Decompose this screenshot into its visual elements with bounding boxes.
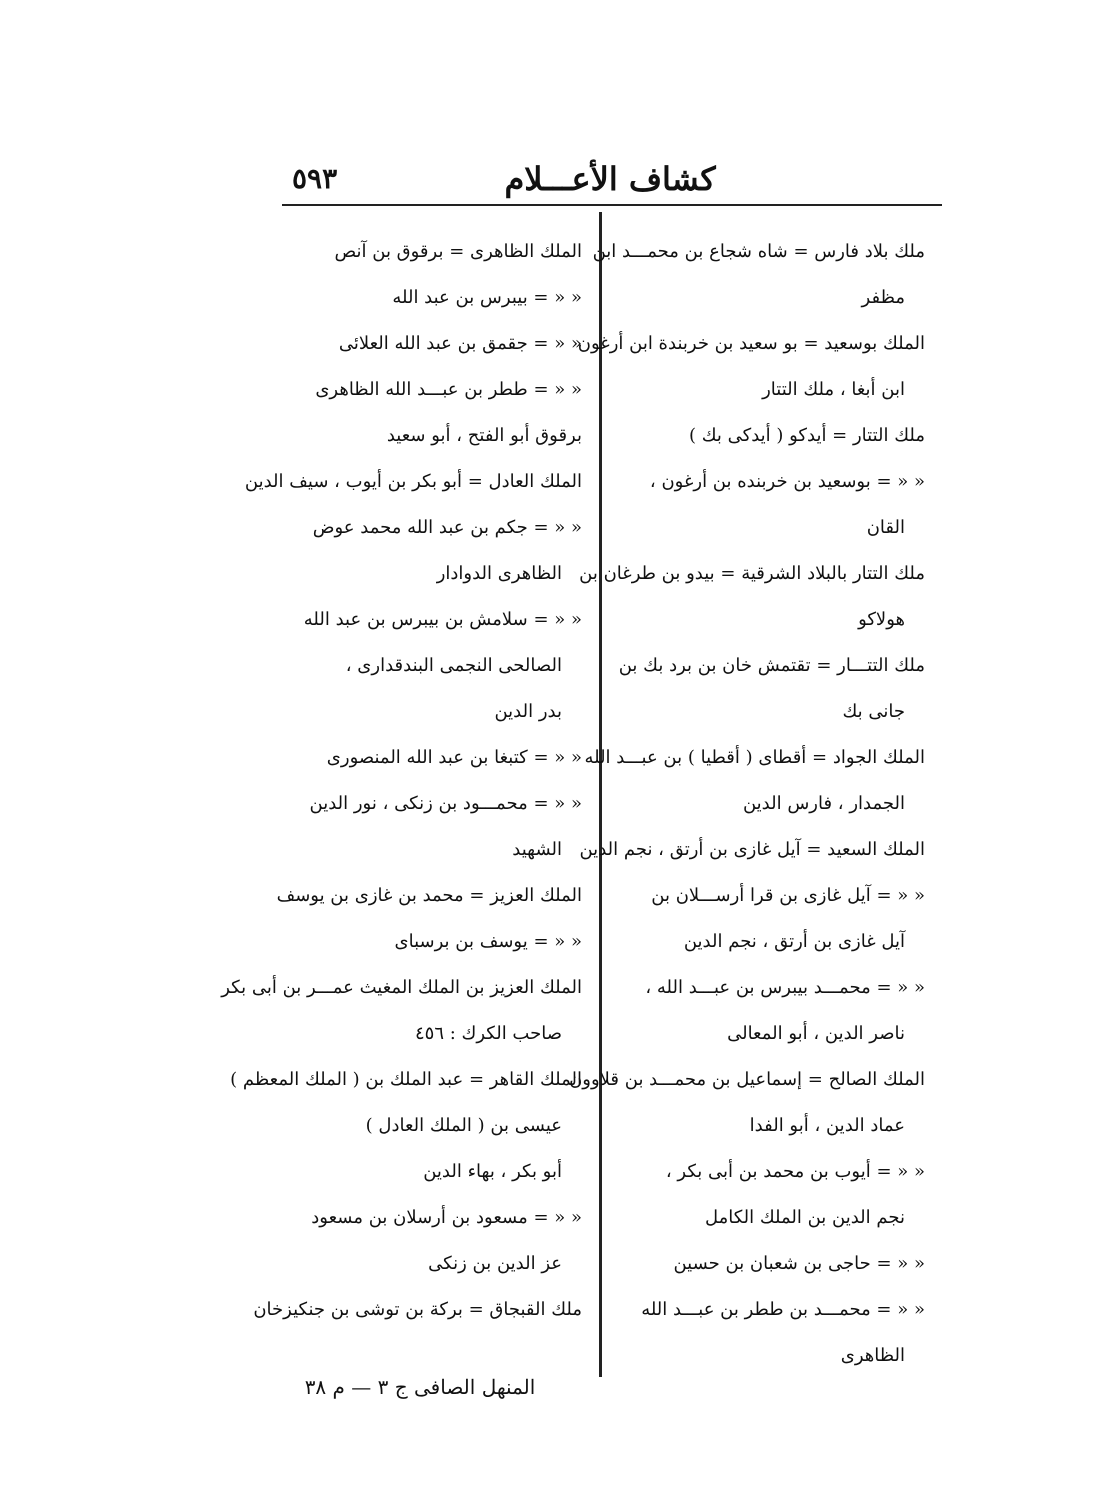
index-entry: [625, 976, 925, 1046]
index-entry: [618, 654, 925, 724]
index-entry: [592, 240, 925, 310]
entry-continuation: القان: [866, 517, 905, 538]
entry-line: « « = آيل غازى بن قرا أرســـلان بن: [651, 885, 925, 906]
entry-continuation: الصالحى النجمى البندقدارى ،: [345, 655, 562, 676]
entry-line: « « = جقمق بن عبد الله العلائى: [338, 333, 582, 354]
entry-continuation: عيسى بن ( الملك العادل ): [365, 1115, 562, 1136]
entry-line: « « = سلامش بن بيبرس بن عبد الله: [303, 609, 582, 630]
index-entry: [569, 1068, 925, 1138]
index-entry: [579, 838, 925, 862]
left-column: [221, 240, 582, 1344]
entry-line: « « = حاجى بن شعبان بن حسين: [673, 1253, 925, 1274]
index-entry: [282, 286, 582, 310]
entry-line: « « = محمـــد بيبرس بن عبـــد الله ،: [645, 977, 925, 998]
entry-line: ملك التتار بالبلاد الشرقية = بيدو بن طرغان بن: [579, 563, 925, 584]
index-entry: [253, 1298, 582, 1322]
entry-line: الملك القاهر = عبد الملك بن ( الملك المعظم ): [230, 1069, 582, 1090]
entry-line: الملك السعيد = آيل غازى بن أرتق ، نجم الدين: [579, 839, 925, 860]
index-entry: [282, 516, 582, 586]
page-title: كشاف الأعـــلام: [504, 160, 716, 198]
entry-line: « « = مسعود بن أرسلان بن مسعود: [311, 1207, 582, 1228]
entry-line: « « = بيبرس بن عبد الله: [392, 287, 582, 308]
index-entry: [625, 884, 925, 954]
index-entry: [244, 470, 582, 494]
entry-continuation: نجم الدين بن الملك الكامل: [704, 1207, 905, 1228]
index-entry: [282, 608, 582, 724]
entry-continuation: مظفر: [861, 287, 905, 308]
entry-line: الملك العزيز بن الملك المغيث عمـــر بن أبى بكر: [221, 977, 582, 998]
entry-continuation: الظاهرى الدوادار: [436, 563, 562, 584]
index-entry: [282, 1206, 582, 1276]
index-entry: [282, 930, 582, 954]
entry-line: « « = محمـــد بن ططر بن عبـــد الله: [641, 1299, 925, 1320]
entry-line: « « = جكم بن عبد الله محمد عوض: [312, 517, 582, 538]
entry-continuation: هولاكو: [858, 609, 905, 630]
index-entry: [282, 424, 582, 448]
index-entry: [282, 746, 582, 770]
entry-continuation: ناصر الدين ، أبو المعالى: [727, 1023, 905, 1044]
entry-continuation: الشهيد: [512, 839, 562, 860]
index-entry: [584, 746, 925, 816]
index-entry: [282, 240, 582, 264]
header-rule: [282, 204, 942, 206]
page-number: ٥٩٣: [292, 162, 338, 195]
entry-line: برقوق أبو الفتح ، أبو سعيد: [386, 425, 582, 446]
index-entry: [625, 1252, 925, 1276]
index-entry: [625, 1298, 925, 1368]
entry-continuation: عز الدين بن زنكى: [428, 1253, 562, 1274]
entry-line: الملك الجواد = أقطاى ( أقطيا ) بن عبـــد الله: [584, 747, 925, 768]
entry-line: « « = يوسف بن برسباى: [394, 931, 582, 952]
entry-continuation: أبو بكر ، بهاء الدين: [423, 1161, 562, 1182]
index-entry: [577, 332, 925, 402]
entry-line: ملك التتـــار = تقتمش خان بن برد بك بن: [618, 655, 925, 676]
entry-continuation: عماد الدين ، أبو الفدا: [749, 1115, 905, 1136]
entry-line: « « = ططر بن عبـــد الله الظاهرى: [315, 379, 582, 400]
entry-continuation: الجمدار ، فارس الدين: [742, 793, 905, 814]
entry-continuation: جانى بك: [842, 701, 905, 722]
entry-line: « « = كتبغا بن عبد الله المنصورى: [326, 747, 582, 768]
entry-line: « « = بوسعيد بن خربنده بن أرغون ،: [649, 471, 925, 492]
entry-line: « « = أيوب بن محمد بن أبى بكر ،: [665, 1161, 925, 1182]
entry-continuation: صاحب الكرك : ٤٥٦: [414, 1023, 562, 1044]
entry-line: الملك العادل = أبو بكر بن أيوب ، سيف الدين: [244, 471, 582, 492]
entry-line: ملك بلاد فارس = شاه شجاع بن محمـــد ابن: [592, 241, 925, 262]
entry-line: الملك بوسعيد = بو سعيد بن خربندة ابن أرغون: [577, 333, 925, 354]
index-entry: [625, 424, 925, 448]
entry-continuation: آيل غازى بن أرتق ، نجم الدين: [683, 931, 905, 952]
right-column: [569, 240, 925, 1390]
entry-continuation: ابن أبغا ، ملك التتار: [762, 379, 905, 400]
entry-line: « « = محمـــود بن زنكى ، نور الدين: [309, 793, 582, 814]
entry-line: الملك الصالح = إسماعيل بن محمـــد بن قلاوون: [569, 1069, 925, 1090]
index-entry: [230, 1068, 582, 1184]
page-header: [280, 150, 940, 200]
entry-continuation: بدر الدين: [494, 701, 562, 722]
page-footer: المنهل الصافى ج ٣ — م ٣٨: [304, 1375, 536, 1399]
index-entry: [282, 792, 582, 862]
entry-line: ملك القبجاق = بركة بن توشى بن جنكيزخان: [253, 1299, 582, 1320]
index-entry: [625, 470, 925, 540]
entry-continuation: الظاهرى: [840, 1345, 905, 1366]
index-entry: [221, 976, 582, 1046]
entry-line: ملك التتار = أيدكو ( أيدكى بك ): [688, 425, 925, 446]
index-entry: [625, 1160, 925, 1230]
index-entry: [282, 332, 582, 356]
column-divider: [599, 212, 602, 1377]
entry-line: الملك العزيز = محمد بن غازى بن يوسف: [276, 885, 582, 906]
index-entry: [579, 562, 925, 632]
index-entry: [276, 884, 582, 908]
index-entry: [282, 378, 582, 402]
entry-line: الملك الظاهرى = برقوق بن آنص: [334, 241, 582, 262]
